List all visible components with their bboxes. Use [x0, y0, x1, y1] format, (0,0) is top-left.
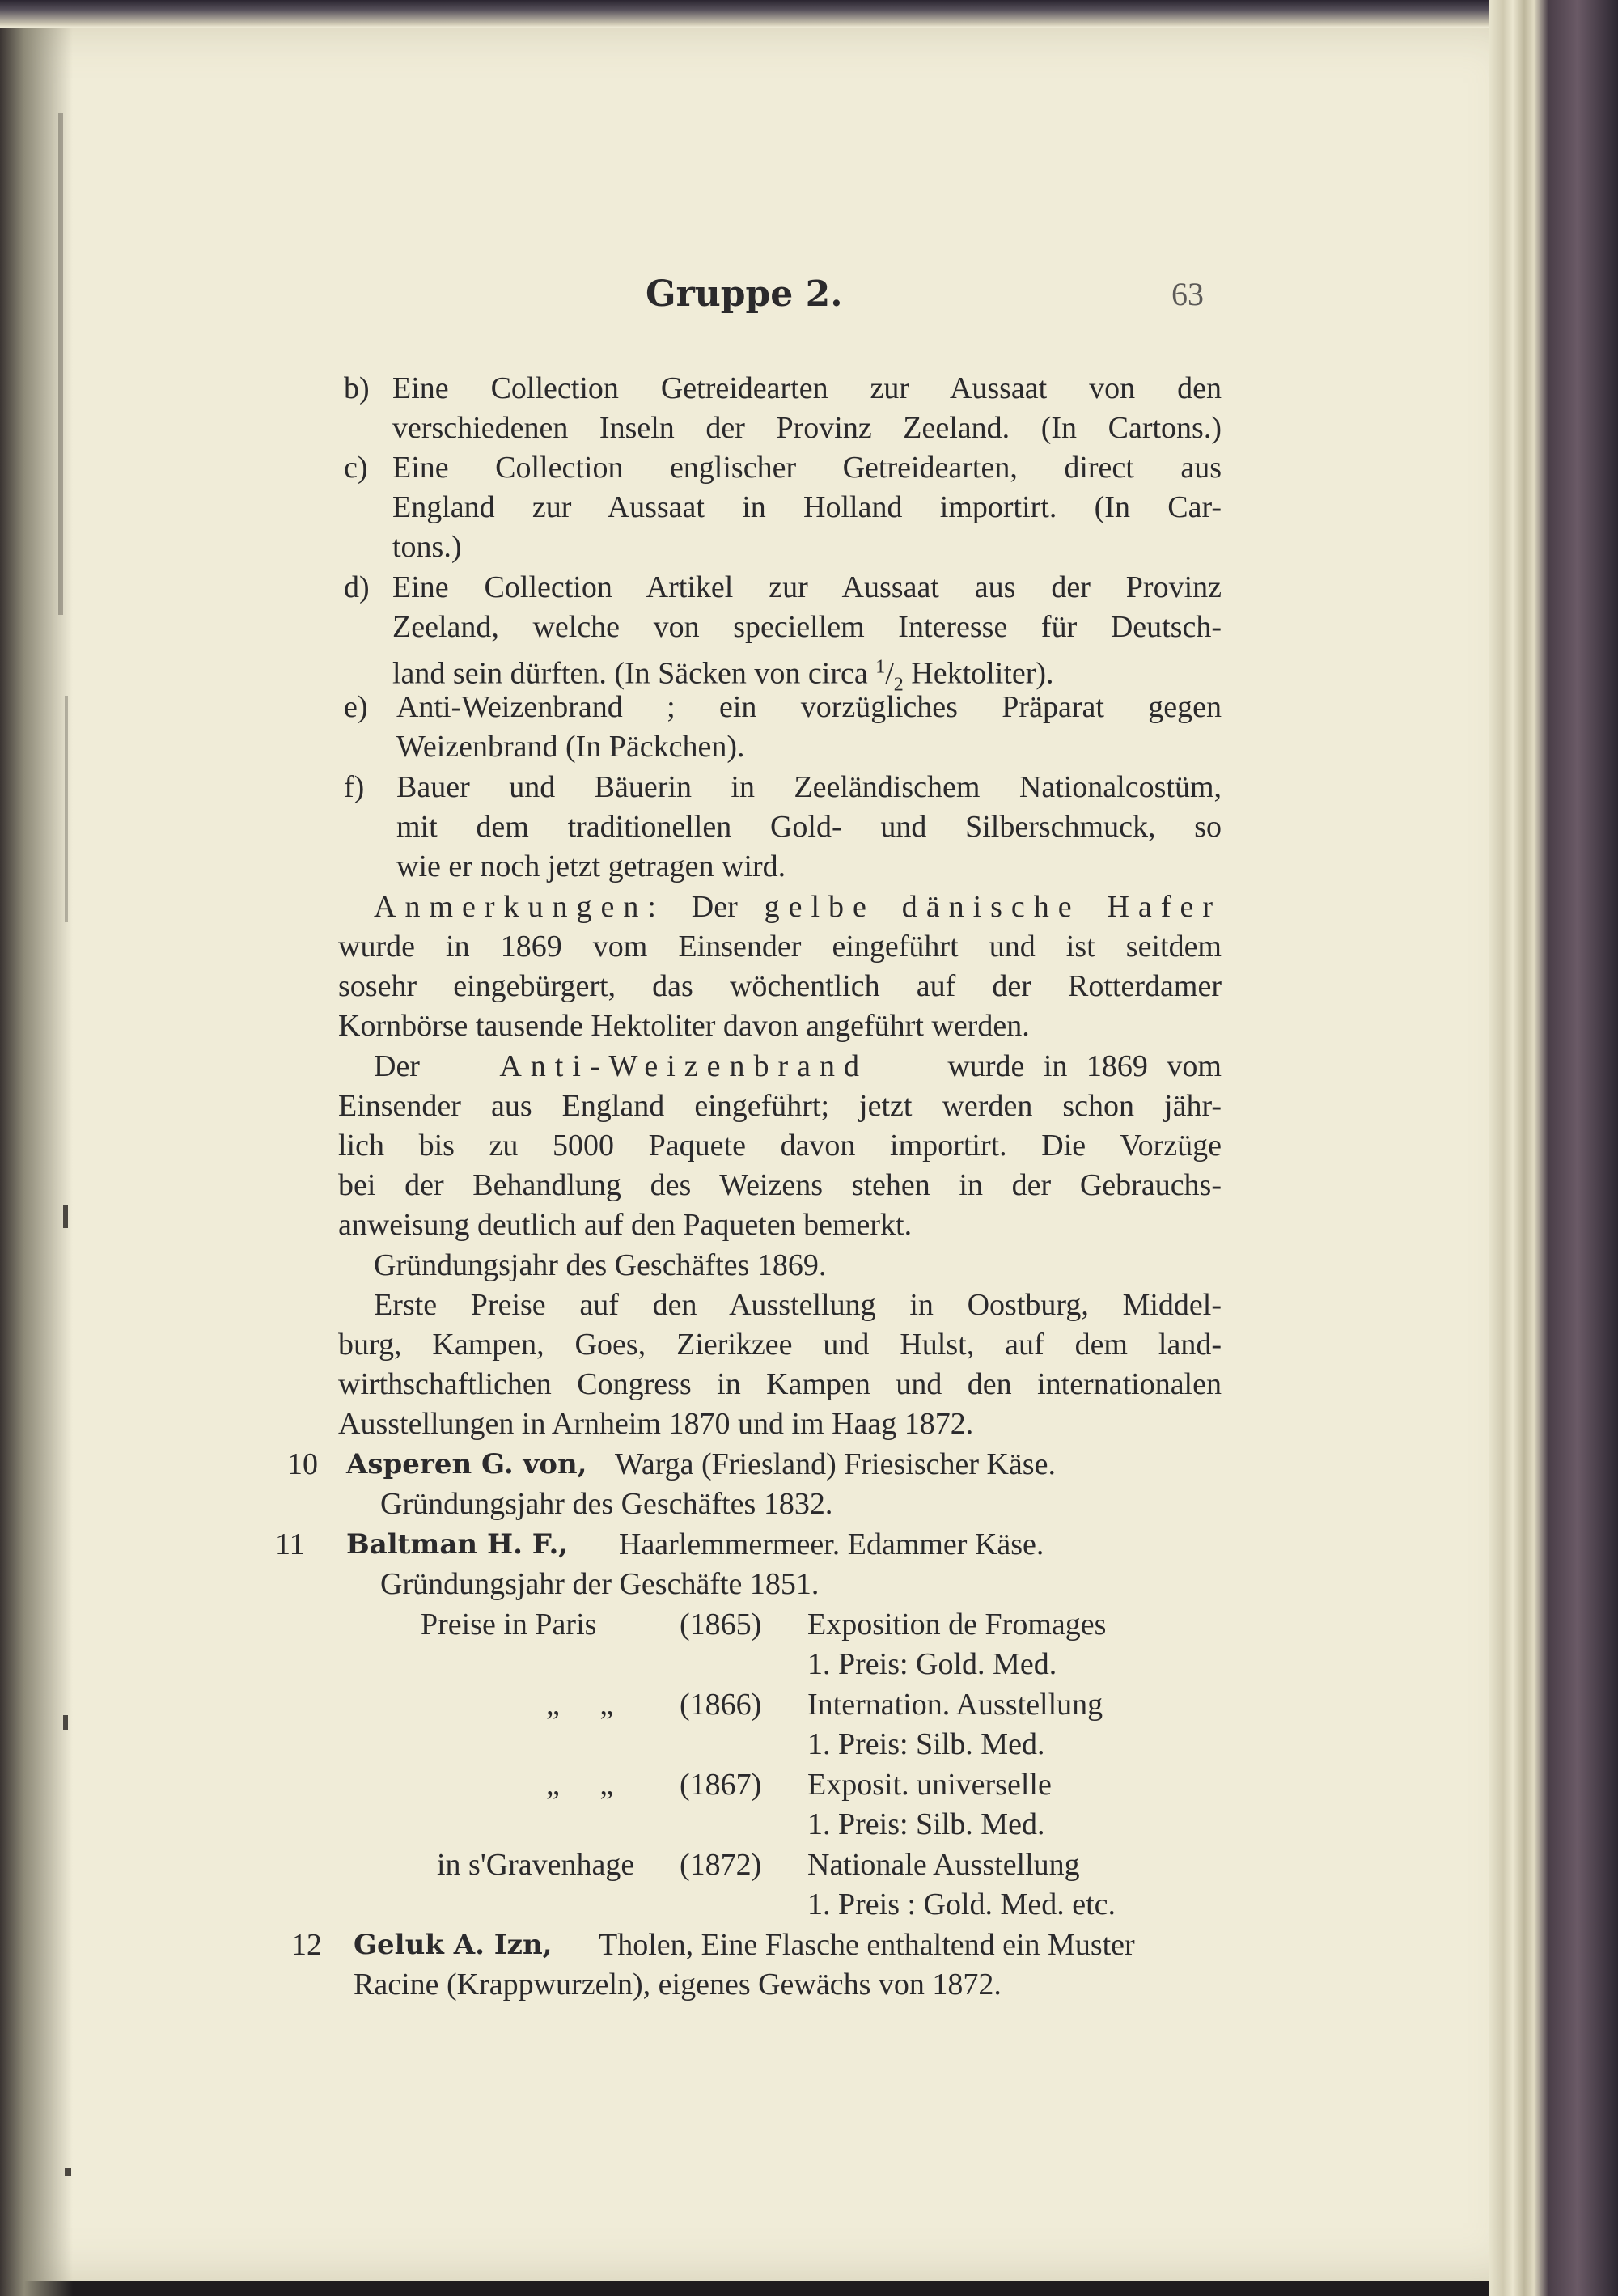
prize-event: Exposition de Fromages	[807, 1608, 1107, 1642]
prize-event: Exposit. universelle	[807, 1768, 1052, 1802]
text-line: verschiedenen Inseln der Provinz Zeeland. (In Cartons.)	[392, 411, 1222, 445]
text-line: Weizenbrand (In Päckchen).	[396, 730, 745, 764]
text-line: burg, Kampen, Goes, Zierikzee und Hulst, auf dem land-	[338, 1328, 1222, 1362]
text-segment: Der	[691, 890, 738, 924]
fraction-numerator: 1	[875, 656, 886, 677]
margin-mark	[58, 113, 63, 615]
margin-mark	[63, 1205, 68, 1228]
prize-year: (1866)	[680, 1688, 762, 1722]
top-page-edge	[0, 0, 1602, 28]
prize-place: in s'Gravenhage	[437, 1848, 635, 1882]
item-marker: f)	[344, 770, 365, 804]
ditto-marks: „ „	[546, 1688, 614, 1722]
exhibitor-name: Baltman H. F.,	[346, 1528, 569, 1561]
text-line: Bauer und Bäuerin in Zeeländischem Nationalcostüm,	[396, 770, 1222, 804]
entry-number: 12	[291, 1928, 322, 1962]
prize-year: (1865)	[680, 1608, 762, 1642]
running-head: Gruppe 2.	[646, 273, 843, 315]
text-segment: Der	[374, 1049, 420, 1083]
text-line: lich bis zu 5000 Paquete davon importirt. Die Vorzüge	[338, 1129, 1222, 1163]
book-fore-edge	[1489, 0, 1618, 2296]
text-line: Eine Collection englischer Getreidearten, direct aus	[392, 451, 1222, 485]
item-marker: e)	[344, 690, 368, 724]
text-line: wie er noch jetzt getragen wird.	[396, 849, 786, 883]
text-line: wirthschaftlichen Congress in Kampen und den internationalen	[338, 1367, 1222, 1401]
margin-mark	[63, 1715, 68, 1730]
prize-award: 1. Preis : Gold. Med. etc.	[807, 1887, 1116, 1921]
text-line: Erste Preise auf den Ausstellung in Oostburg, Middel-	[374, 1288, 1222, 1322]
text-line: Zeeland, welche von speciellem Interesse für Deutsch-	[392, 610, 1222, 644]
exhibitor-name: Asperen G. von,	[346, 1448, 587, 1481]
text-line	[374, 1047, 1222, 1086]
text-segment: land sein dürften. (In Säcken von circa	[392, 656, 876, 691]
spaced-term: gelbe	[764, 890, 875, 924]
text-segment: wurde in 1869 vom	[947, 1049, 1222, 1083]
prize-year: (1867)	[680, 1768, 762, 1802]
item-marker: d)	[344, 570, 370, 604]
text-line	[374, 887, 1222, 926]
text-line: Kornbörse tausende Hektoliter davon angeführt werden.	[338, 1009, 1030, 1043]
page-number: 63	[1171, 276, 1204, 312]
text-line: anweisung deutlich auf den Paqueten bemerkt.	[338, 1208, 913, 1242]
prize-year: (1872)	[680, 1848, 762, 1882]
prize-event: Nationale Ausstellung	[807, 1848, 1080, 1882]
spaced-term: Hafer	[1107, 890, 1222, 924]
prize-place: Preise in Paris	[421, 1608, 597, 1642]
item-marker: b)	[344, 371, 370, 405]
fraction-denominator: 2	[893, 674, 904, 696]
text-line: Warga (Friesland) Friesischer Käse.	[615, 1447, 1056, 1481]
ditto-marks: „ „	[546, 1768, 614, 1802]
text-line: Gründungsjahr des Geschäftes 1869.	[374, 1248, 827, 1282]
spaced-heading: Anmerkungen:	[374, 890, 665, 924]
spaced-term: Anti-Weizenbrand	[499, 1049, 869, 1083]
text-line: Eine Collection Getreidearten zur Aussaat von den	[392, 371, 1222, 405]
text-line: Haarlemmermeer. Edammer Käse.	[619, 1527, 1044, 1561]
spaced-term: dänische	[901, 890, 1081, 924]
text-line: Racine (Krappwurzeln), eigenes Gewächs von 1872.	[354, 1968, 1002, 2002]
fraction: $^1/_2$	[875, 656, 904, 696]
entry-number: 11	[275, 1527, 305, 1561]
prize-award: 1. Preis: Silb. Med.	[807, 1807, 1045, 1841]
exhibitor-name: Geluk A. Izn,	[354, 1929, 553, 1961]
text-line: bei der Behandlung des Weizens stehen in der Gebrauchs-	[338, 1168, 1222, 1202]
entry-number: 10	[287, 1447, 318, 1481]
text-line: Ausstellungen in Arnheim 1870 und im Haag 1872.	[338, 1407, 974, 1441]
prize-event: Internation. Ausstellung	[807, 1688, 1103, 1722]
text-line: mit dem traditionellen Gold- und Silberschmuck, so	[396, 810, 1222, 844]
text-line: Gründungsjahr des Geschäftes 1832.	[380, 1487, 833, 1521]
text-line: Einsender aus England eingeführt; jetzt werden schon jähr-	[338, 1089, 1222, 1123]
text-line: Eine Collection Artikel zur Aussaat aus der Provinz	[392, 570, 1222, 604]
text-line: wurde in 1869 vom Einsender eingeführt und ist seitdem	[338, 930, 1222, 964]
text-line: sosehr eingebürgert, das wöchentlich auf der Rotterdamer	[338, 969, 1222, 1003]
text-line: Tholen, Eine Flasche enthaltend ein Muster	[599, 1928, 1135, 1962]
prize-award: 1. Preis: Silb. Med.	[807, 1727, 1045, 1761]
text-line: Anti-Weizenbrand ; ein vorzügliches Präparat gegen	[396, 690, 1222, 724]
margin-mark	[65, 696, 68, 922]
text-line: England zur Aussaat in Holland importirt. (In Car-	[392, 490, 1222, 524]
item-marker: c)	[344, 451, 368, 485]
text-segment: Hektoliter).	[903, 656, 1054, 691]
prize-award: 1. Preis: Gold. Med.	[807, 1647, 1057, 1681]
margin-mark	[65, 2168, 71, 2176]
text-line: Gründungsjahr der Geschäfte 1851.	[380, 1567, 820, 1601]
text-line: tons.)	[392, 530, 462, 564]
